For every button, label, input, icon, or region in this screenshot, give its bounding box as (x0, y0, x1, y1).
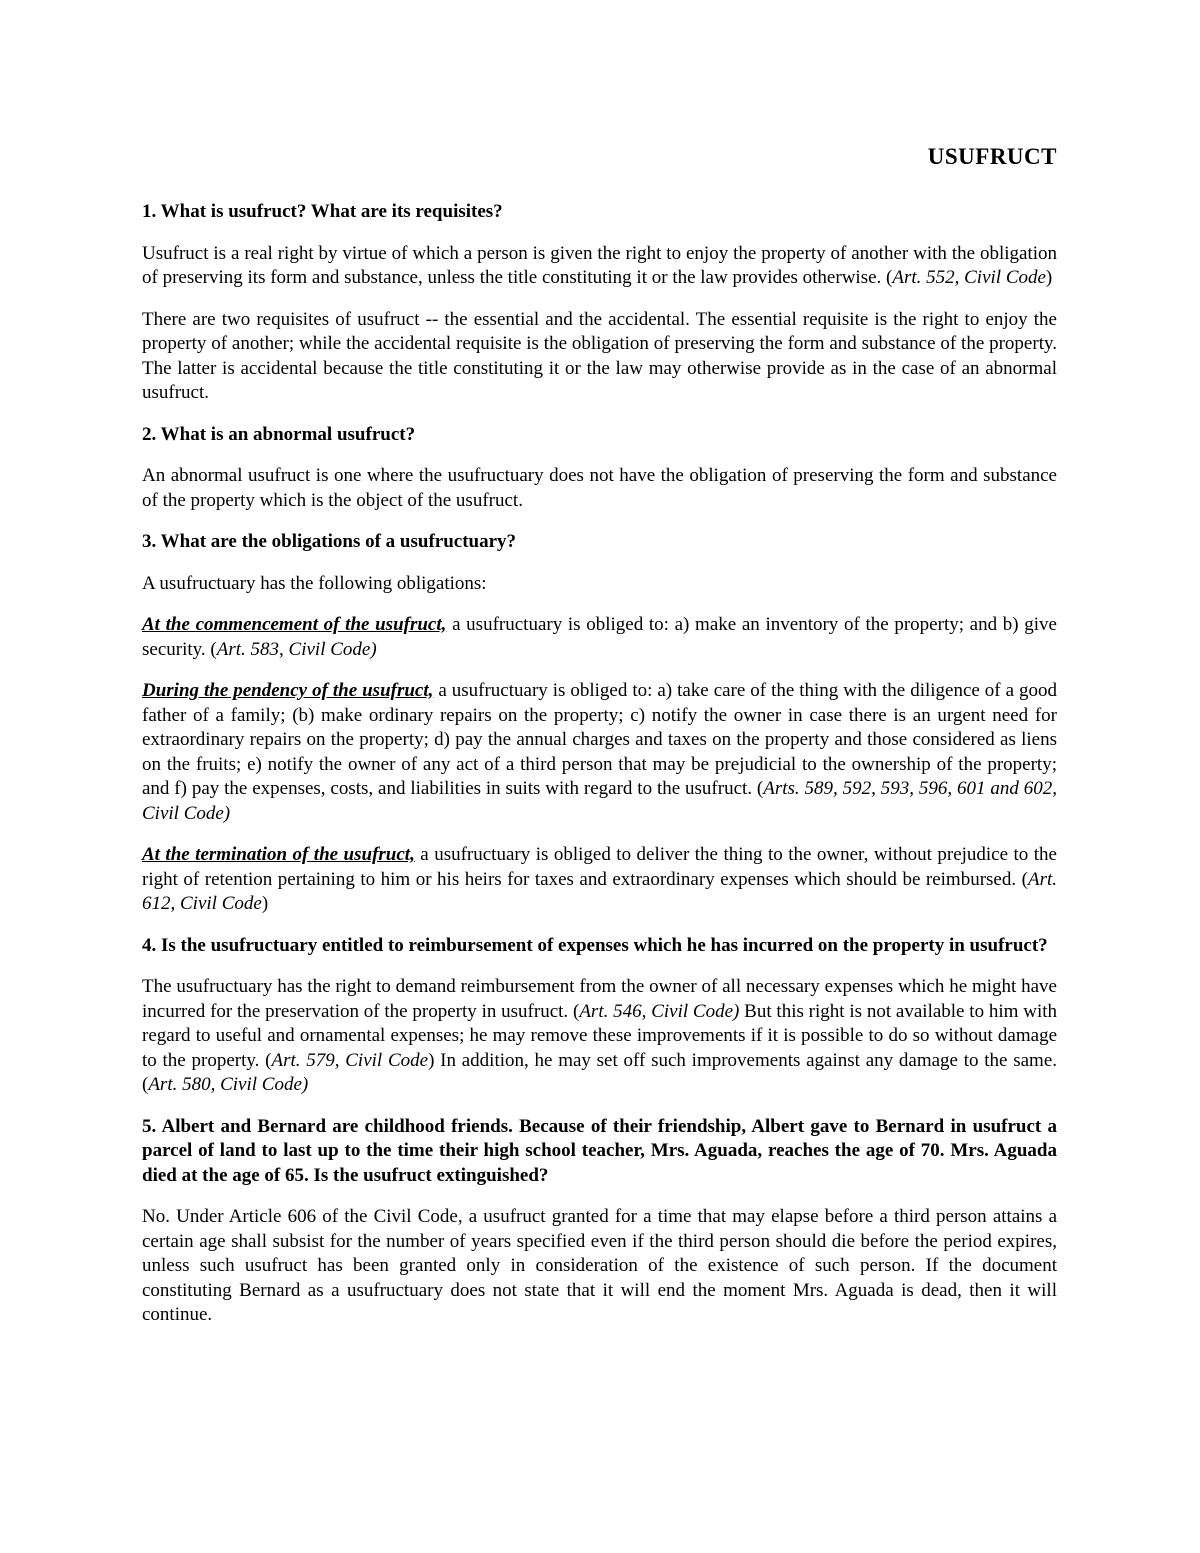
answer-text: ) In addition, he may set off such improvements against any damage to the same. ( (142, 1049, 1058, 1095)
citation: Art. 546, Civil Code) (579, 1000, 740, 1022)
answer-4-paragraph-1 (142, 975, 1057, 1098)
answer-2-paragraph-1: An abnormal usufruct is one where the usufructuary does not have the obligation of preserving the form and substance of the property which is the object of the usufruct. (142, 465, 1057, 511)
answer-text: a usufructuary is obliged to: a) take care of the thing with the diligence of a good father of a family; (b) make ordinary repairs on the property; c) notify the owner in case there is an urgent need for extraordinary repairs on the property; d) pay the annual charges and taxes on the property and those considered as liens on the fruits; e) notify the owner of any act of a third person that may be prejudicial to the ownership of the property; and f) pay the expenses, costs, and liabilities in suits with regard to the usufruct. ( (142, 680, 1057, 799)
question-2: 2. What is an abnormal usufruct? (142, 423, 416, 445)
page-title: USUFRUCT (927, 144, 1057, 169)
question-3: 3. What are the obligations of a usufructuary? (142, 531, 517, 552)
paragraph-lead: During the pendency of the usufruct, (142, 680, 434, 701)
answer-text: a usufructuary is obliged to deliver the thing to the owner, without prejudice to the right of retention pertaining to him or his heirs for taxes and extraordinary expenses which should be reimbursed. ( (142, 844, 1057, 890)
answer-text: Usufruct is a real right by virtue of which a person is given the right to enjoy the property of another with the obligation of preserving its form and substance, unless the title constituting it or the law provides otherwise. ( (142, 242, 1057, 288)
answer-text: But this right is not available to him with regard to useful and ornamental expenses; he may remove these improvements if it is possible to do so without damage to the property. ( (142, 1000, 1058, 1071)
answer-text: ) (1045, 267, 1053, 288)
citation: Art. 552, Civil Code (892, 267, 1046, 288)
answer-5-paragraph-1: No. Under Article 606 of the Civil Code, a usufruct granted for a time that may elapse before a third person attains a certain age shall subsist for the number of years specified even if the third person should die before the period expires, unless such usufruct has been granted only in consideration of the existence of such person. If the document constituting Bernard as a usufructuary does not state that it will end the moment Mrs. Aguada is dead, then it will continue. (142, 1206, 1057, 1325)
question-1: 1. What is usufruct? What are its requisites? (142, 201, 503, 222)
citation: Arts. 589, 592, 593, 596, 601 and 602, Civil Code) (142, 778, 1057, 824)
citation: Art. 579, Civil Code (271, 1049, 429, 1071)
answer-text: The usufructuary has the right to demand reimbursement from the owner of all necessary expenses which he might have incurred for the preservation of the property in usufruct. ( (142, 976, 1057, 1022)
answer-text: a usufructuary is obliged to: a) make an inventory of the property; and b) give security. ( (142, 614, 1057, 660)
answer-1-paragraph-2: There are two requisites of usufruct -- the essential and the accidental. The essential requisite is the right to enjoy the property of another; while the accidental requisite is the obligation of preserving the form and substance of the property. The latter is accidental because the title constituting it or the law may otherwise provide as in the case of an abnormal usufruct. (142, 308, 1057, 403)
answer-3-pendency (142, 679, 1057, 826)
question-4: 4. Is the usufructuary entitled to reimbursement of expenses which he has incurred on the property in usufruct? (142, 934, 1048, 956)
answer-1-paragraph-1 (142, 242, 1057, 291)
question-5: 5. Albert and Bernard are childhood friends. Because of their friendship, Albert gave to Bernard in usufruct a parcel of land to last up to the time their high school teacher, Mrs. Aguada, reaches the age of 70. Mrs. Aguada died at the age of 65. Is the usufruct extinguished? (142, 1115, 1057, 1186)
answer-3-termination (142, 843, 1057, 917)
citation: Art. 612, Civil Code (142, 868, 1057, 914)
answer-3-commencement (142, 613, 1057, 662)
document-body (142, 200, 1057, 1345)
answer-text: ) (261, 893, 269, 914)
paragraph-lead: At the termination of the usufruct, (142, 844, 415, 865)
citation: Art. 583, Civil Code) (216, 638, 377, 660)
paragraph-lead: At the commencement of the usufruct, (142, 614, 447, 635)
answer-3-intro: A usufructuary has the following obligations: (142, 572, 487, 594)
citation: Art. 580, Civil Code) (148, 1074, 309, 1095)
